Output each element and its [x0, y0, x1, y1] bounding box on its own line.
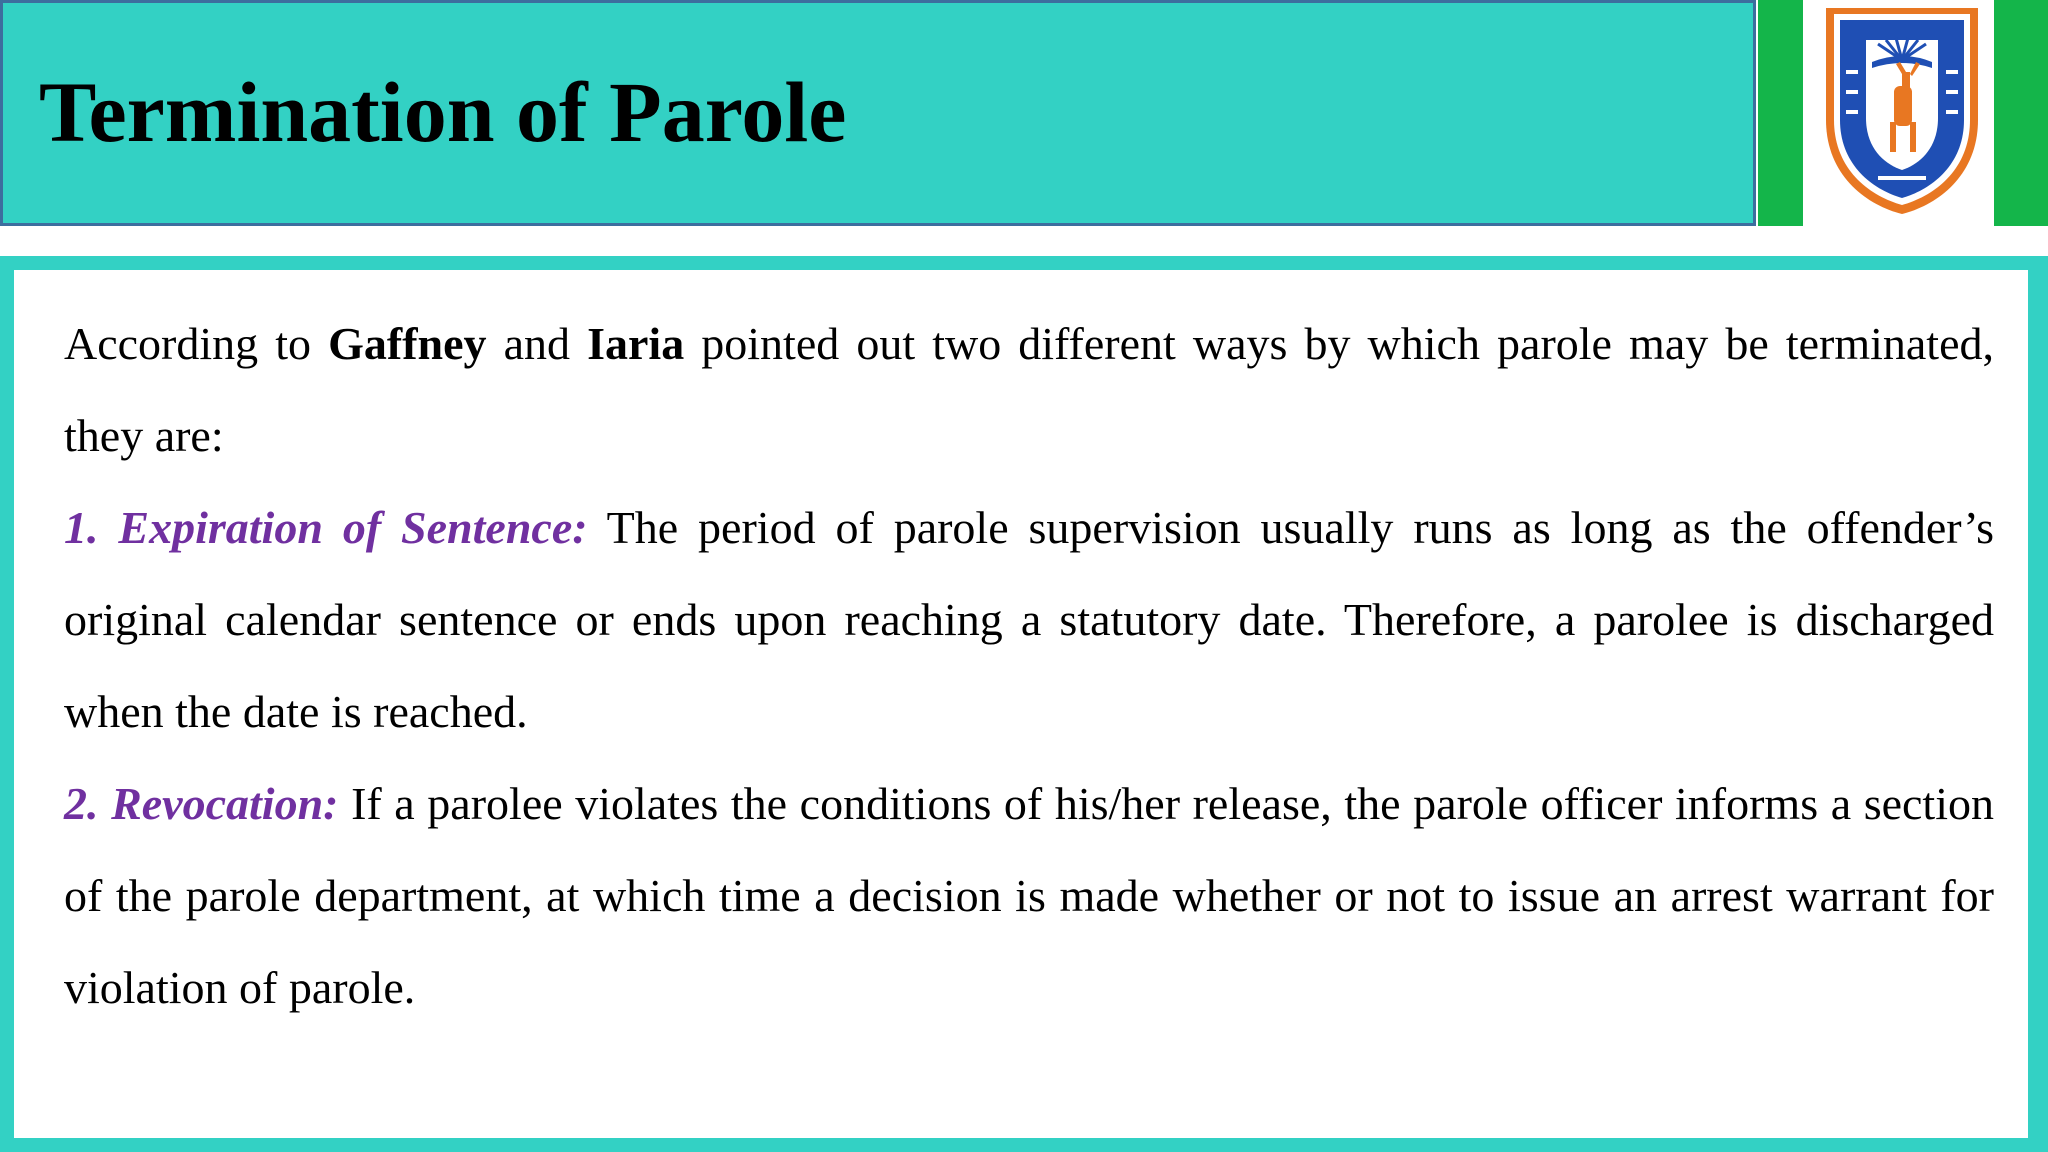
green-stripe-left	[1758, 0, 1803, 226]
slide-title: Termination of Parole	[39, 64, 847, 160]
item-label-expiration: 1. Expiration of Sentence:	[64, 502, 588, 553]
body-text	[64, 298, 1994, 1034]
item-text-revocation: If a parolee violates the conditions of his/her release, the parole officer informs a section of the parole department, at which time a decision is made whether or not to issue an arrest warrant for violation of parole.	[64, 778, 1994, 1013]
author-iaria: Iaria	[587, 318, 685, 369]
content-panel	[14, 270, 2028, 1138]
item-label-revocation: 2. Revocation:	[64, 778, 339, 829]
university-emblem-icon	[1818, 0, 1986, 220]
intro-lead: According to	[64, 318, 329, 369]
intro-paragraph	[64, 298, 1994, 482]
green-stripe-right	[1994, 0, 2048, 226]
list-item-expiration	[64, 482, 1994, 758]
logo-area	[1758, 0, 2048, 226]
item-text-expiration: The period of parole supervision usually runs as long as the offender’s original calendar sentence or ends upon reaching a statutory date. Therefore, a parolee is discharged when the date is reached.	[64, 502, 1995, 737]
list-item-revocation	[64, 758, 1994, 1034]
intro-and: and	[486, 318, 588, 369]
intro-rest: pointed out two different ways by which parole may be terminated, they are:	[64, 318, 1995, 461]
author-gaffney: Gaffney	[328, 318, 487, 369]
content-frame	[0, 256, 2048, 1152]
title-bar	[0, 0, 1756, 226]
